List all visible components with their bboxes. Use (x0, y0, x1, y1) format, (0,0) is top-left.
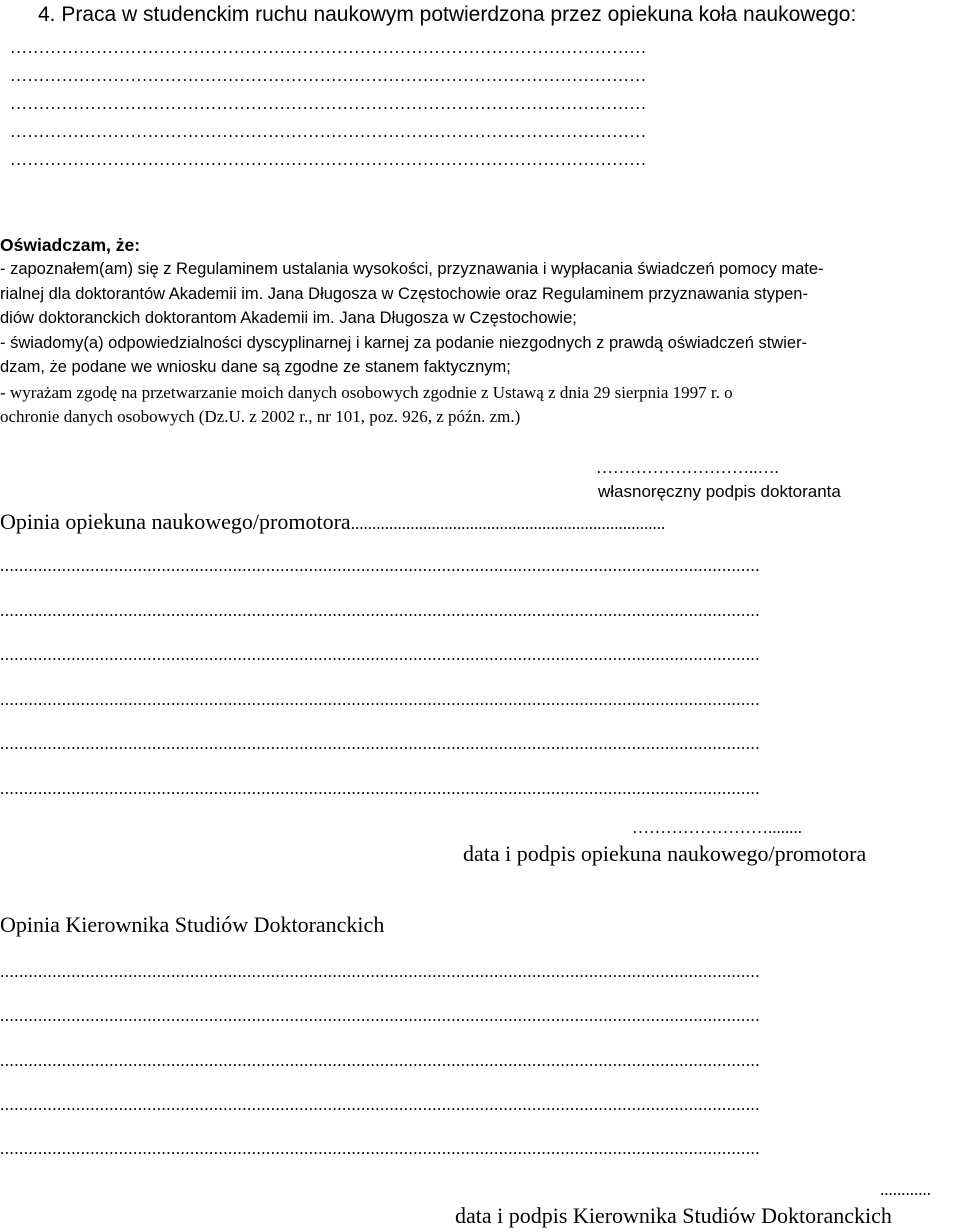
dotted-line: ................................................................................................................................................................ (0, 1006, 760, 1025)
signature-dots: ………………………..…. (596, 458, 779, 477)
declaration-line: ochronie danych osobowych (Dz.U. z 2002 r., nr 101, poz. 926, z późn. zm.) (0, 407, 521, 426)
director-opinion-label: Opinia Kierownika Studiów Doktoranckich (0, 912, 385, 937)
dotted-line: ………………………………………………………………………………………………… (10, 38, 647, 57)
dotted-line: ................................................................................................................................................................ (0, 1051, 760, 1070)
dotted-line: ………………………………………………………………………………………………… (10, 122, 647, 141)
supervisor-opinion-label-dots: .......................................................................... (350, 514, 666, 533)
dotted-line: ................................................................................................................................................................ (0, 556, 760, 575)
director-signature-dots: ............ (880, 1180, 931, 1199)
dotted-line: ................................................................................................................................................................ (0, 645, 760, 664)
declaration-line: rialnej dla doktorantów Akademii im. Jana Długosza w Częstochowie oraz Regulaminem przyznawania stypen- (0, 285, 808, 303)
director-signature-caption: data i podpis Kierownika Studiów Doktoranckich (455, 1203, 892, 1228)
dotted-line: ………………………………………………………………………………………………… (10, 94, 647, 113)
declaration-line: dzam, że podane we wniosku dane są zgodne ze stanem faktycznym; (0, 358, 511, 376)
declaration-line: - świadomy(a) odpowiedzialności dyscyplinarnej i karnej za podanie niezgodnych z prawdą oświadczeń stwier- (0, 334, 808, 352)
section-4-title: 4. Praca w studenckim ruchu naukowym potwierdzona przez opiekuna koła naukowego: (38, 3, 857, 26)
declaration-line: diów doktoranckich doktorantom Akademii im. Jana Długosza w Częstochowie; (0, 309, 577, 327)
dotted-line: ................................................................................................................................................................ (0, 962, 760, 981)
signature-caption: własnoręczny podpis doktoranta (598, 482, 841, 501)
dotted-line: ................................................................................................................................................................ (0, 690, 760, 709)
supervisor-opinion-label (0, 508, 665, 538)
supervisor-signature-caption: data i podpis opiekuna naukowego/promotora (463, 841, 867, 866)
dotted-line: ................................................................................................................................................................ (0, 1095, 760, 1114)
supervisor-opinion-label-text: Opinia opiekuna naukowego/promotora (0, 509, 351, 534)
dotted-line: ………………………………………………………………………………………………… (10, 66, 647, 85)
dotted-line: ................................................................................................................................................................ (0, 601, 760, 620)
declaration-line: - zapoznałem(am) się z Regulaminem ustalania wysokości, przyznawania i wypłacania świadczeń pomocy mate- (0, 260, 824, 278)
declaration-heading: Oświadczam, że: (0, 235, 141, 255)
dotted-line: ................................................................................................................................................................ (0, 734, 760, 753)
dotted-line: ................................................................................................................................................................ (0, 779, 760, 798)
dotted-line: ................................................................................................................................................................ (0, 1139, 760, 1158)
declaration-line: - wyrażam zgodę na przetwarzanie moich danych osobowych zgodnie z Ustawą z dnia 29 sierpnia 1997 r. o (0, 383, 733, 402)
dotted-line: ………………………………………………………………………………………………… (10, 150, 647, 169)
supervisor-signature-dots: ……………………........ (632, 818, 802, 837)
